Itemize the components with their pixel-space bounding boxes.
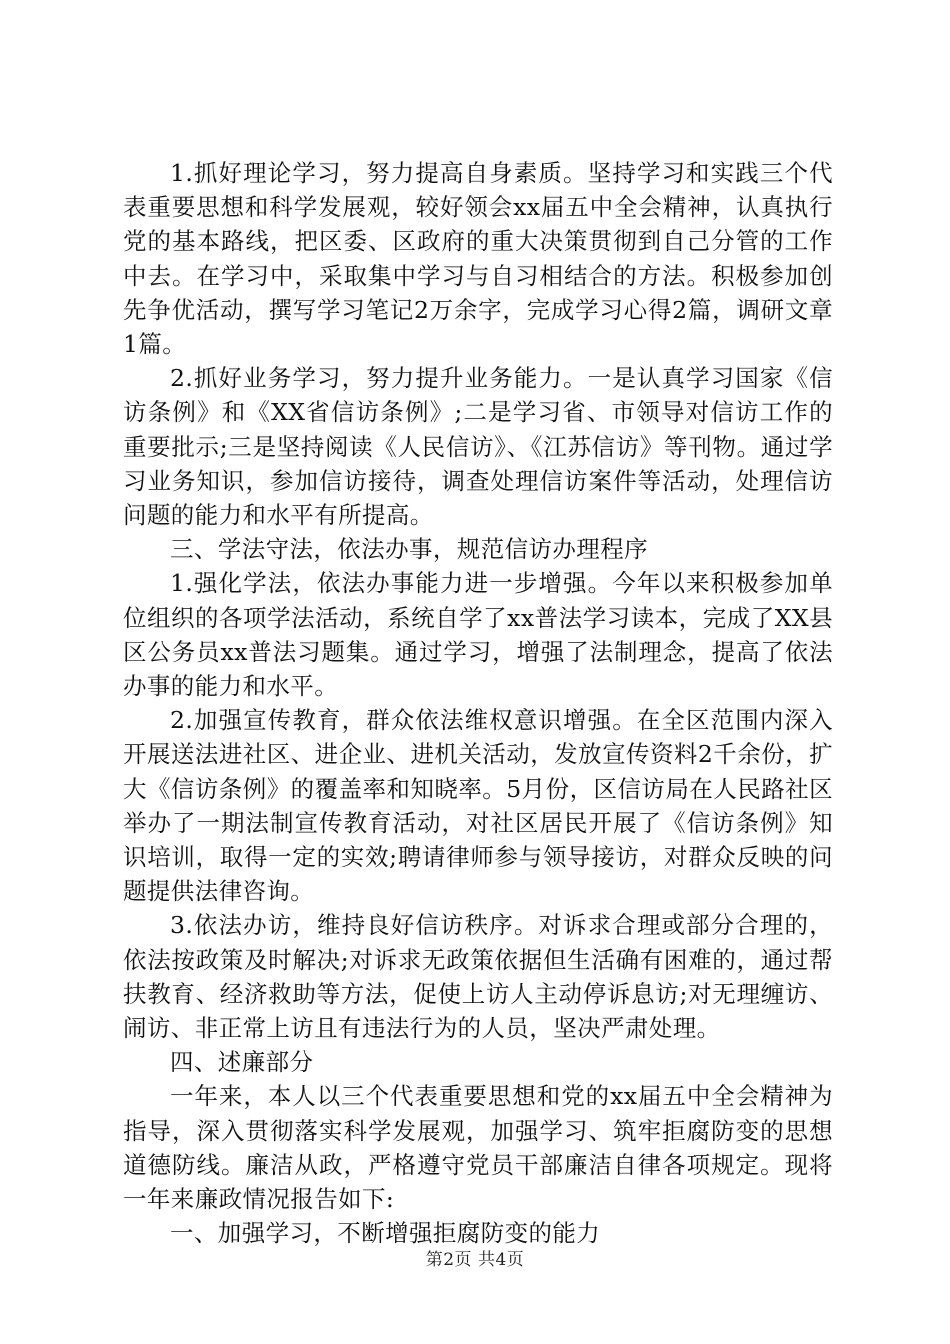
document-body — [123, 156, 833, 1251]
section-heading-integrity: 四、述廉部分 — [170, 1048, 314, 1077]
page-footer: 第2页 共4页 — [425, 1250, 525, 1270]
paragraph-integrity-summary: 一年来，本人以三个代表重要思想和党的xx届五中全会精神为指导，深入贯彻落实科学发展观，加强学习、筑牢拒腐防变的思想道德防线。廉洁从政，严格遵守党员干部廉洁自律各项规定。现将一年来廉政情况报告如下: — [123, 1082, 833, 1214]
paragraph-handle-petitions: 3.依法办访，维持良好信访秩序。对诉求合理或部分合理的，依法按政策及时解决;对诉求无政策依据但生活确有困难的，通过帮扶教育、经济救助等方法，促使上访人主动停诉息访;对无理缠访、闹访、非正常上访且有违法行为的人员，坚决严肃处理。 — [123, 911, 833, 1043]
section-heading-strengthen-study: 一、加强学习，不断增强拒腐防变的能力 — [170, 1219, 601, 1248]
paragraph-law-study: 1.强化学法，依法办事能力进一步增强。今年以来积极参加单位组织的各项学法活动，系统自学了xx普法学习读本，完成了XX县区公务员xx普法习题集。通过学习，增强了法制理念，提高了依法办事的能力和水平。 — [123, 569, 833, 701]
paragraph-publicity-education: 2.加强宣传教育，群众依法维权意识增强。在全区范围内深入开展送法进社区、进企业、进机关活动，发放宣传资料2千余份，扩大《信访条例》的覆盖率和知晓率。5月份，区信访局在人民路社区举办了一期法制宣传教育活动，对社区居民开展了《信访条例》知识培训，取得一定的实效;聘请律师参与领导接访，对群众反映的问题提供法律咨询。 — [123, 706, 833, 906]
paragraph-business-study: 2.抓好业务学习，努力提升业务能力。一是认真学习国家《信访条例》和《XX省信访条例》;二是学习省、市领导对信访工作的重要批示;三是坚持阅读《人民信访》、《江苏信访》等刊物。通过学习业务知识，参加信访接待，调查处理信访案件等活动，处理信访问题的能力和水平有所提高。 — [123, 364, 833, 530]
section-heading-law: 三、学法守法，依法办事，规范信访办理程序 — [170, 535, 648, 564]
paragraph-theory-study: 1.抓好理论学习，努力提高自身素质。坚持学习和实践三个代表重要思想和科学发展观，较好领会xx届五中全会精神，认真执行党的基本路线，把区委、区政府的重大决策贯彻到自己分管的工作中去。在学习中，采取集中学习与自习相结合的方法。积极参加创先争优活动，撰写学习笔记2万余字，完成学习心得2篇，调研文章1篇。 — [123, 159, 833, 359]
